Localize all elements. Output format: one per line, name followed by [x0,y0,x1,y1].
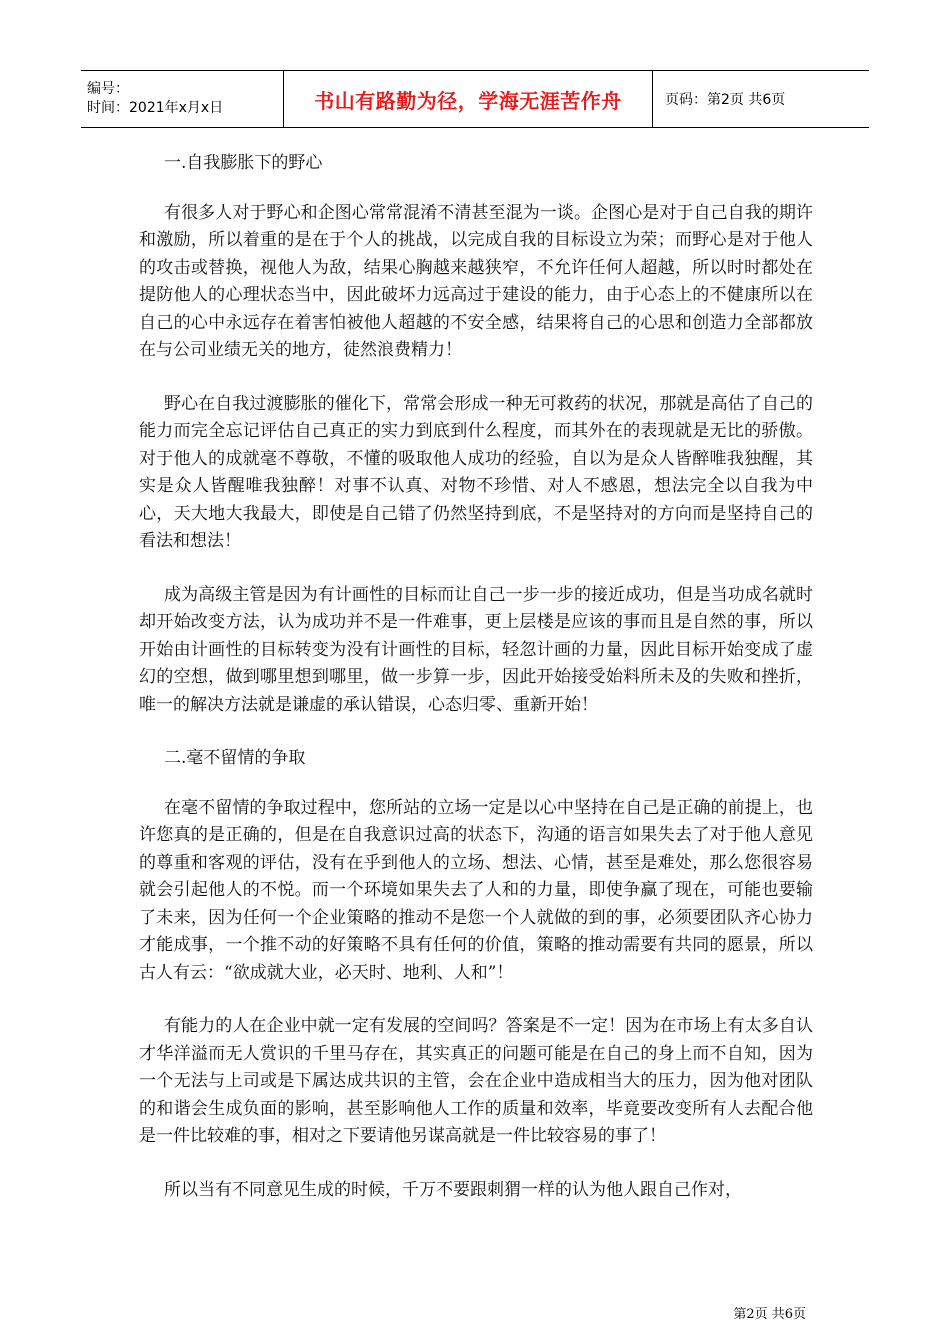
section-heading: 二.毫不留情的争取 [164,748,306,768]
header-motto-cell [283,71,653,127]
page-header [81,70,869,128]
header-motto: 书山有路勤为径，学海无涯苦作舟 [314,88,622,113]
header-page-info: 页码：第2页 共6页 [665,92,786,108]
document-code-label: 编号： [87,81,129,97]
paragraph: 成为高级主管是因为有计画性的目标而让自己一步一步的接近成功，但是当功成名就时却开始改变方法，认为成功并不是一件难事，更上层楼是应该的事而且是自然的事，所以开始由计画性的目标转变为没有计画性的目标，轻忽计画的力量，因此目标开始变成了虚幻的空想，做到哪里想到哪里，做一步算一步，因此开始接受始料所未及的失败和挫折，唯一的解决方法就是谦虚的承认错误，心态归零、重新开始！ [139,584,813,715]
paragraph: 所以当有不同意见生成的时候，千万不要跟刺猬一样的认为他人跟自己作对， [164,1179,742,1200]
section-heading: 一.自我膨胀下的野心 [164,153,323,173]
document-body [139,150,813,1204]
paragraph: 在毫不留情的争取过程中，您所站的立场一定是以心中坚持在自己是正确的前提上，也许您真的是正确的，但是在自我意识过高的状态下，沟通的语言如果失去了对于他人意见的尊重和客观的评估，没有在乎到他人的立场、想法、心情，甚至是难处，那么您很容易就会引起他人的不悦。而一个环境如果失去了人和的力量，即使争赢了现在，可能也要输了未来，因为任何一个企业策略的推动不是您一个人就做的到的事，必须要团队齐心协力才能成事，一个推不动的好策略不具有任何的价值，策略的推动需要有共同的愿景，所以古人有云：“欲成就大业，必天时、地利、人和”！ [139,797,813,983]
paragraph: 有很多人对于野心和企图心常常混淆不清甚至混为一谈。企图心是对于自己自我的期许和激励，所以着重的是在于个人的挑战，以完成自我的目标设立为荣；而野心是对于他人的攻击或替换，视他人为敌，结果心胸越来越狭窄，不允许任何人超越，所以时时都处在提防他人的心理状态当中，因此破坏力远高过于建设的能力，由于心态上的不健康所以在自己的心中永远存在着害怕被他人超越的不安全感，结果将自己的心思和创造力全部都放在与公司业绩无关的地方，徒然浪费精力！ [139,202,813,360]
paragraph: 有能力的人在企业中就一定有发展的空间吗？答案是不一定！因为在市场上有太多自认才华洋溢而无人赏识的千里马存在，其实真正的问题可能是在自己的身上而不自知，因为一个无法与上司或是下属达成共识的主管，会在企业中造成相当大的压力，因为他对团队的和谐会生成负面的影响，甚至影响他人工作的质量和效率，毕竟要改变所有人去配合他是一件比较难的事，相对之下要请他另谋高就是一件比较容易的事了！ [139,1016,813,1146]
document-date: 时间：2021年x月x日 [87,100,224,116]
header-meta [81,71,283,127]
paragraph: 野心在自我过渡膨胀的催化下，常常会形成一种无可救药的状况，那就是高估了自己的能力而完全忘记评估自己真正的实力到底到什么程度，而其外在的表现就是无比的骄傲。对于他人的成就毫不尊敬，不懂的吸取他人成功的经验，自以为是众人皆醉唯我独醒，其实是众人皆醒唯我独醉！对事不认真、对物不珍惜、对人不感恩，想法完全以自我为中心，天大地大我最大，即使是自己错了仍然坚持到底，不是坚持对的方向而是坚持自己的看法和想法！ [139,393,813,551]
header-page-cell [653,71,869,127]
page-footer: 第2页 共6页 [733,1307,806,1322]
